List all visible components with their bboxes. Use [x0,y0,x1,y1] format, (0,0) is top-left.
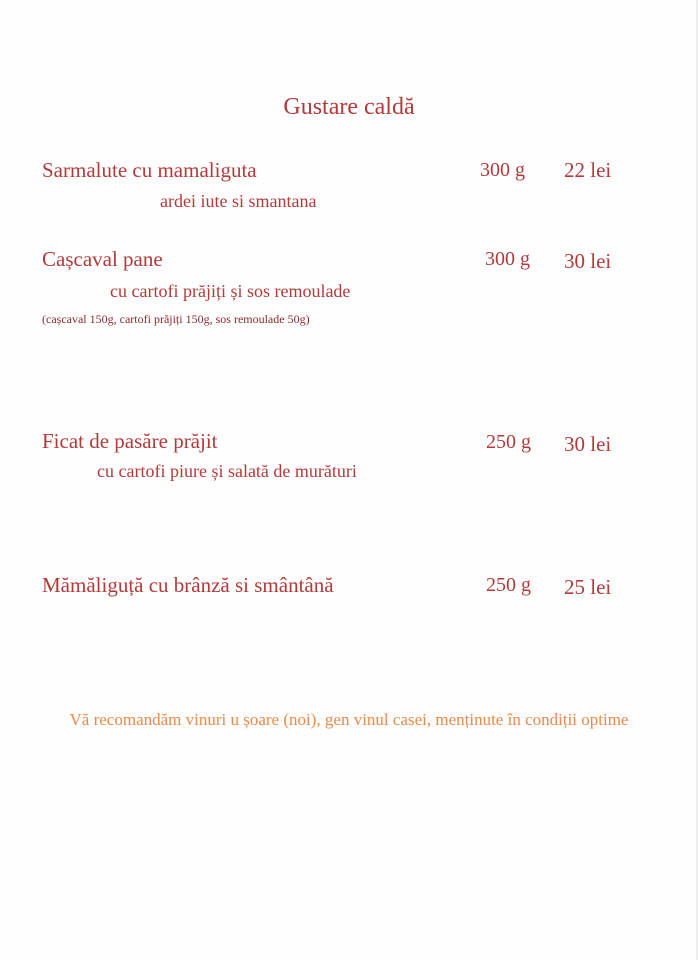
dish-weight: 250 g [486,431,531,453]
dish-description: ardei iute si smantana [160,191,317,211]
dish-weight: 300 g [480,159,525,181]
dish-description: cu cartofi piure și salată de murături [97,461,357,481]
dish-price: 30 lei [564,432,612,456]
dish-price: 22 lei [564,158,612,182]
dish-weight: 250 g [486,574,531,596]
dish-name: Sarmalute cu mamaliguta [42,158,257,182]
dish-price: 30 lei [564,249,612,273]
wine-recommendation: Vă recomandăm vinuri u șoare (noi), gen vinul casei, menținute în condiții optime [69,710,629,729]
dish-name: Mămăliguță cu brânză si smântână [42,573,334,597]
dish-weight: 300 g [485,248,530,270]
page-title: Gustare caldă [283,94,415,120]
dish-price: 25 lei [564,575,612,599]
dish-note: (cașcaval 150g, cartofi prăjiți 150g, sos remoulade 50g) [42,312,310,326]
dish-name: Cașcaval pane [42,247,163,271]
dish-description: cu cartofi prăjiți și sos remoulade [110,281,351,301]
dish-name: Ficat de pasăre prăjit [42,429,218,453]
